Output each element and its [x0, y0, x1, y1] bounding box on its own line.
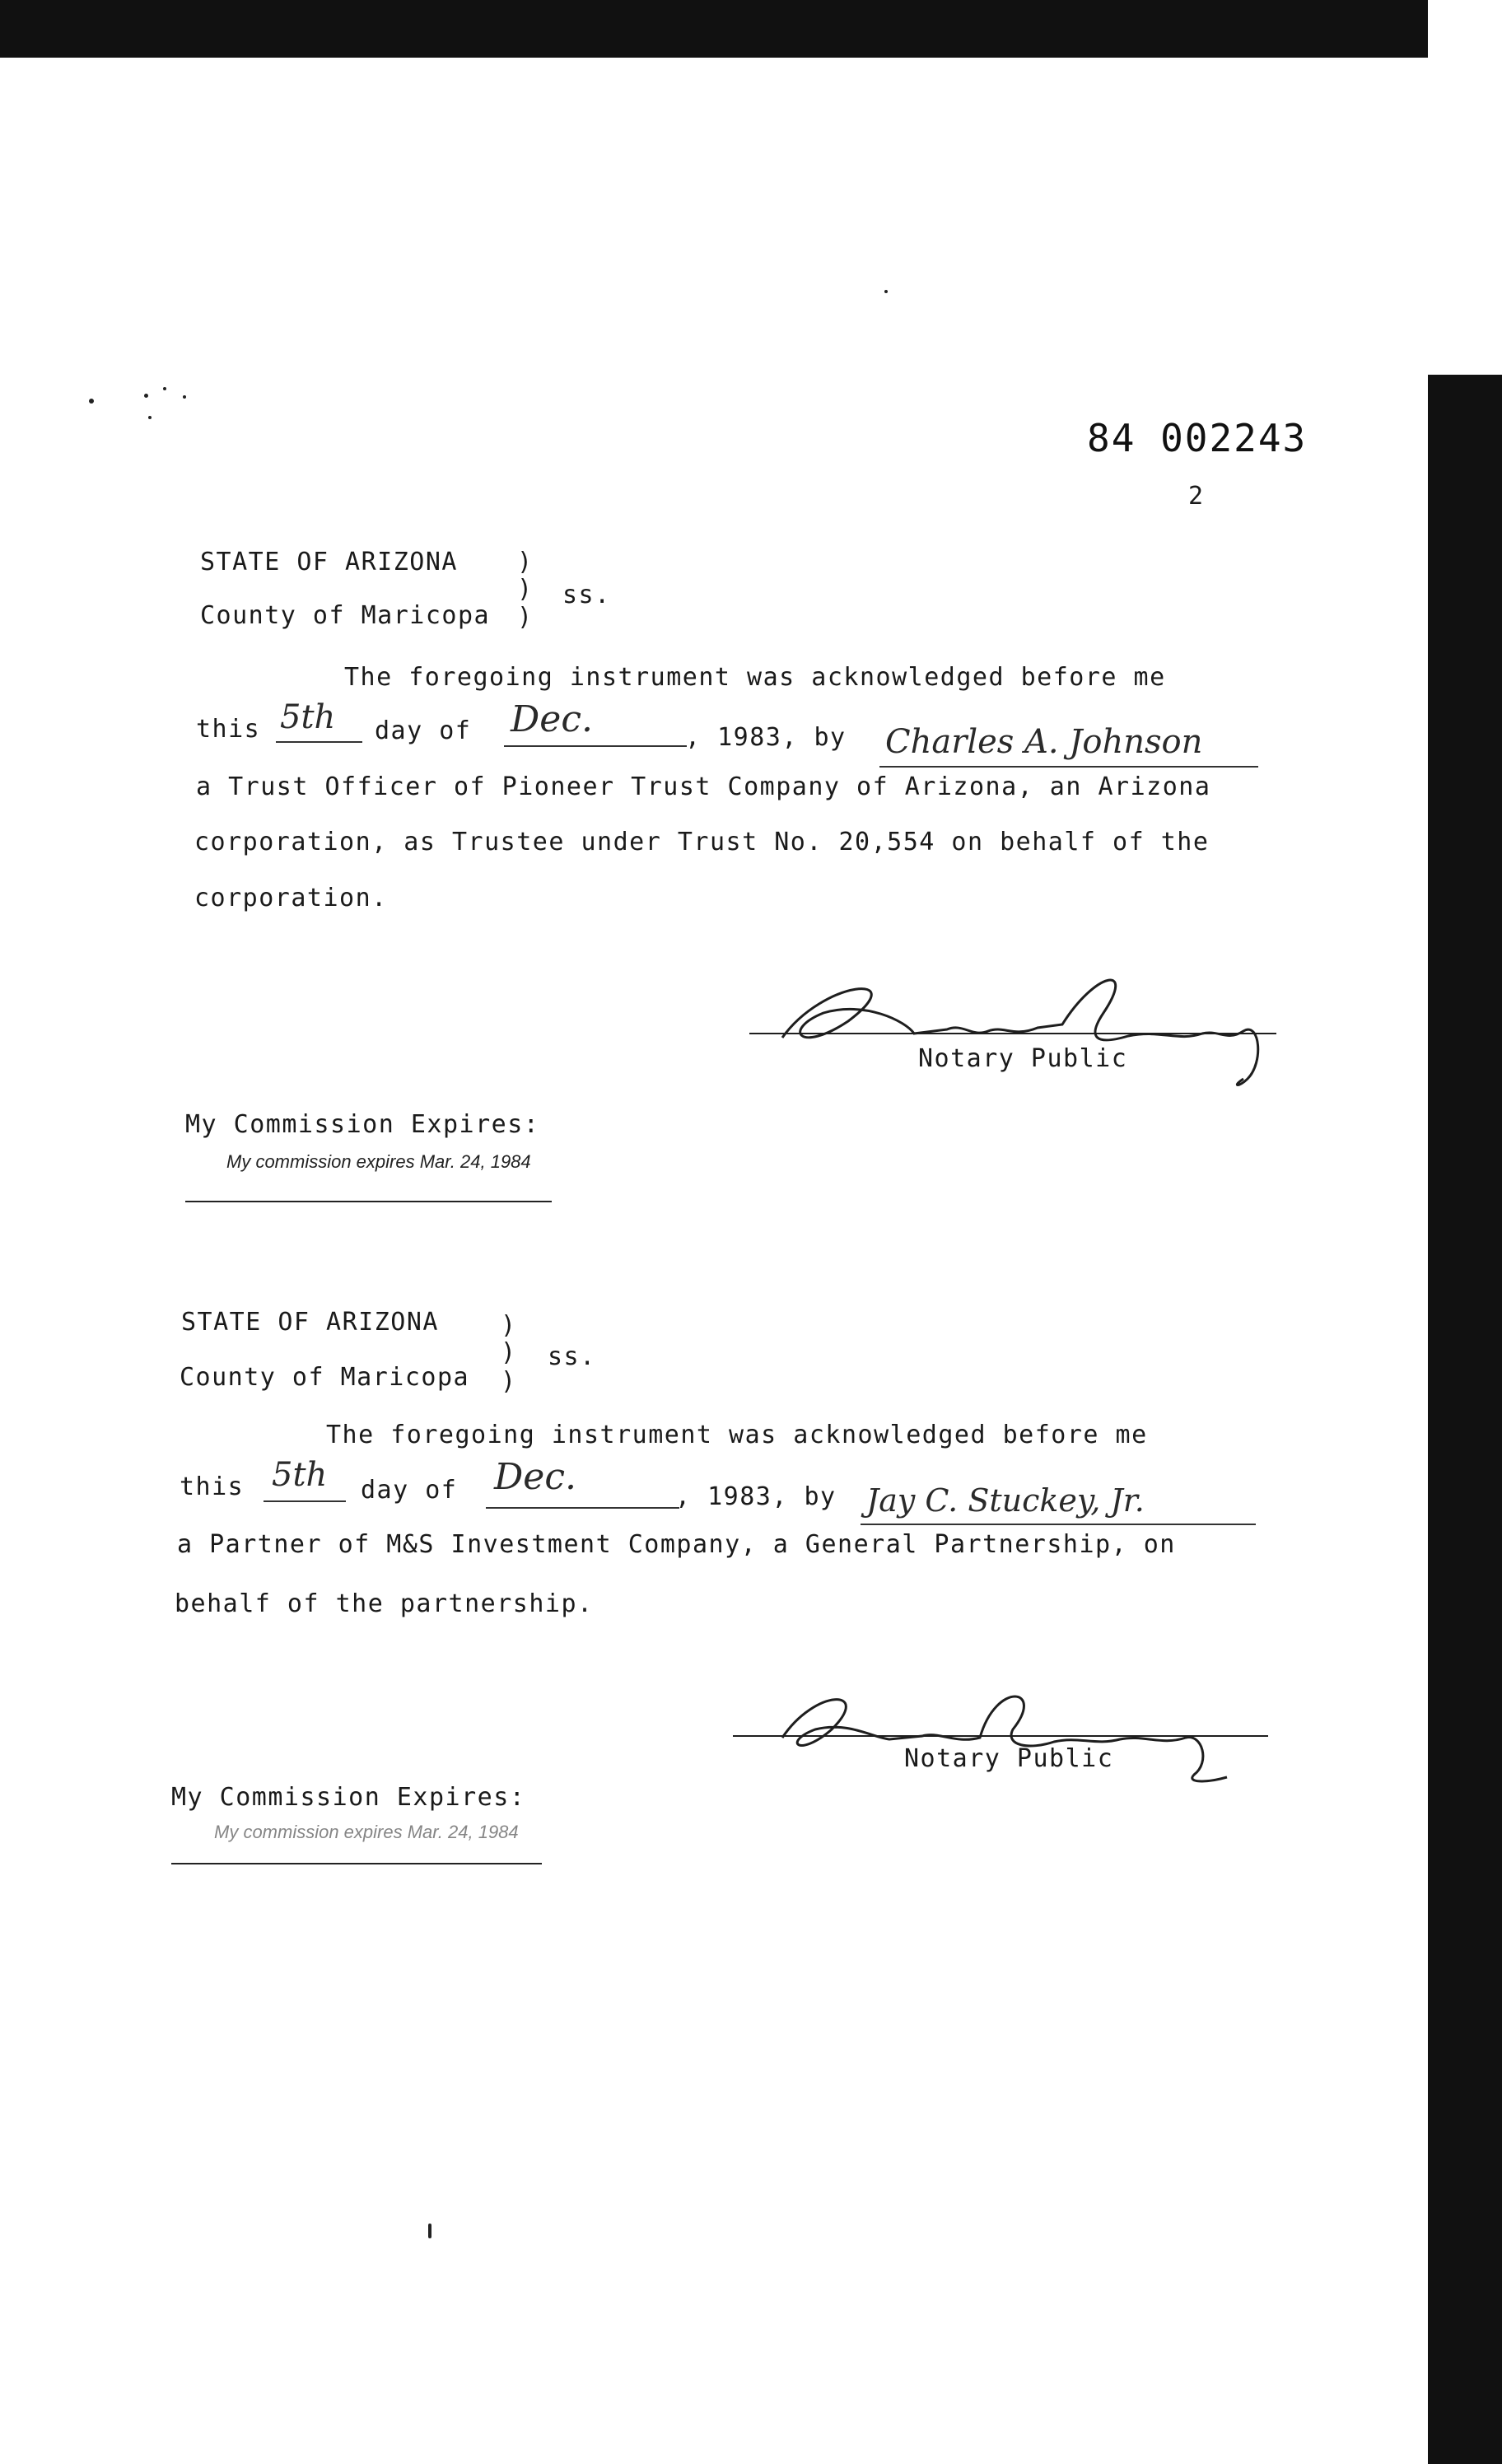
ack-line-3: a Partner of M&S Investment Company, a General Partnership, on [177, 1530, 1176, 1559]
scan-speck [148, 416, 152, 419]
venue-bracket: ) [517, 575, 534, 604]
venue-bracket: ) [501, 1311, 517, 1340]
venue-ss: ss. [548, 1342, 596, 1371]
page-number: 2 [1188, 482, 1204, 511]
venue-state: STATE OF ARIZONA [181, 1308, 439, 1337]
notary-public-label: Notary Public [918, 1044, 1128, 1073]
venue-county: County of Maricopa [180, 1363, 470, 1392]
scan-speck [144, 394, 148, 398]
ack-line-3: a Trust Officer of Pioneer Trust Company of Arizona, an Arizona [196, 772, 1211, 801]
ack-line-1: The foregoing instrument was acknowledged before me [326, 1421, 1148, 1449]
venue-bracket: ) [501, 1367, 517, 1396]
ack-line-4: corporation, as Trustee under Trust No. 20,554 on behalf of the [194, 828, 1210, 856]
month-blank-line [486, 1507, 679, 1509]
month-blank-line [504, 745, 687, 747]
notary-signature [733, 1672, 1276, 1804]
commission-rule [171, 1863, 542, 1864]
day-blank-line [276, 741, 362, 743]
commission-label: My Commission Expires: [185, 1110, 540, 1139]
name-blank-line [861, 1524, 1256, 1525]
ack-this: this [196, 715, 261, 744]
venue-state: STATE OF ARIZONA [200, 548, 458, 576]
acknowledger-name-handwritten: Jay C. Stuckey, Jr. [866, 1482, 1145, 1519]
ack-year-by: , 1983, by [675, 1482, 837, 1511]
scan-speck [163, 387, 166, 390]
scan-speck [89, 399, 94, 404]
venue-ss: ss. [562, 581, 611, 609]
commission-stamp: My commission expires Mar. 24, 1984 [226, 1151, 531, 1172]
venue-bracket: ) [517, 603, 534, 632]
name-blank-line [879, 766, 1258, 768]
day-blank-line [264, 1500, 346, 1502]
ack-day-of: day of [375, 716, 472, 745]
month-handwritten: Dec. [494, 1456, 576, 1498]
month-handwritten: Dec. [511, 698, 593, 740]
commission-label: My Commission Expires: [171, 1783, 526, 1812]
scan-border-right-gap [1428, 0, 1502, 375]
document-number: 84 002243 [1087, 416, 1308, 460]
notary-signature [749, 964, 1293, 1095]
day-handwritten: 5th [272, 1456, 328, 1494]
commission-rule [185, 1201, 552, 1202]
ack-year-by: , 1983, by [685, 723, 847, 752]
ack-line-4: behalf of the partnership. [175, 1589, 594, 1618]
notary-public-label: Notary Public [904, 1744, 1114, 1773]
ack-this: this [180, 1472, 245, 1501]
venue-bracket: ) [501, 1338, 517, 1367]
scan-speck [884, 290, 888, 293]
ack-line-1: The foregoing instrument was acknowledged before me [344, 663, 1166, 692]
ack-line-5: corporation. [194, 884, 388, 912]
scan-speck [428, 2224, 431, 2238]
ack-day-of: day of [361, 1476, 458, 1505]
scan-border-top [0, 0, 1502, 58]
day-handwritten: 5th [280, 698, 336, 736]
scan-speck [183, 395, 186, 399]
commission-stamp: My commission expires Mar. 24, 1984 [214, 1822, 519, 1842]
acknowledger-name-handwritten: Charles A. Johnson [885, 723, 1203, 761]
venue-county: County of Maricopa [200, 601, 491, 630]
venue-bracket: ) [517, 548, 534, 576]
